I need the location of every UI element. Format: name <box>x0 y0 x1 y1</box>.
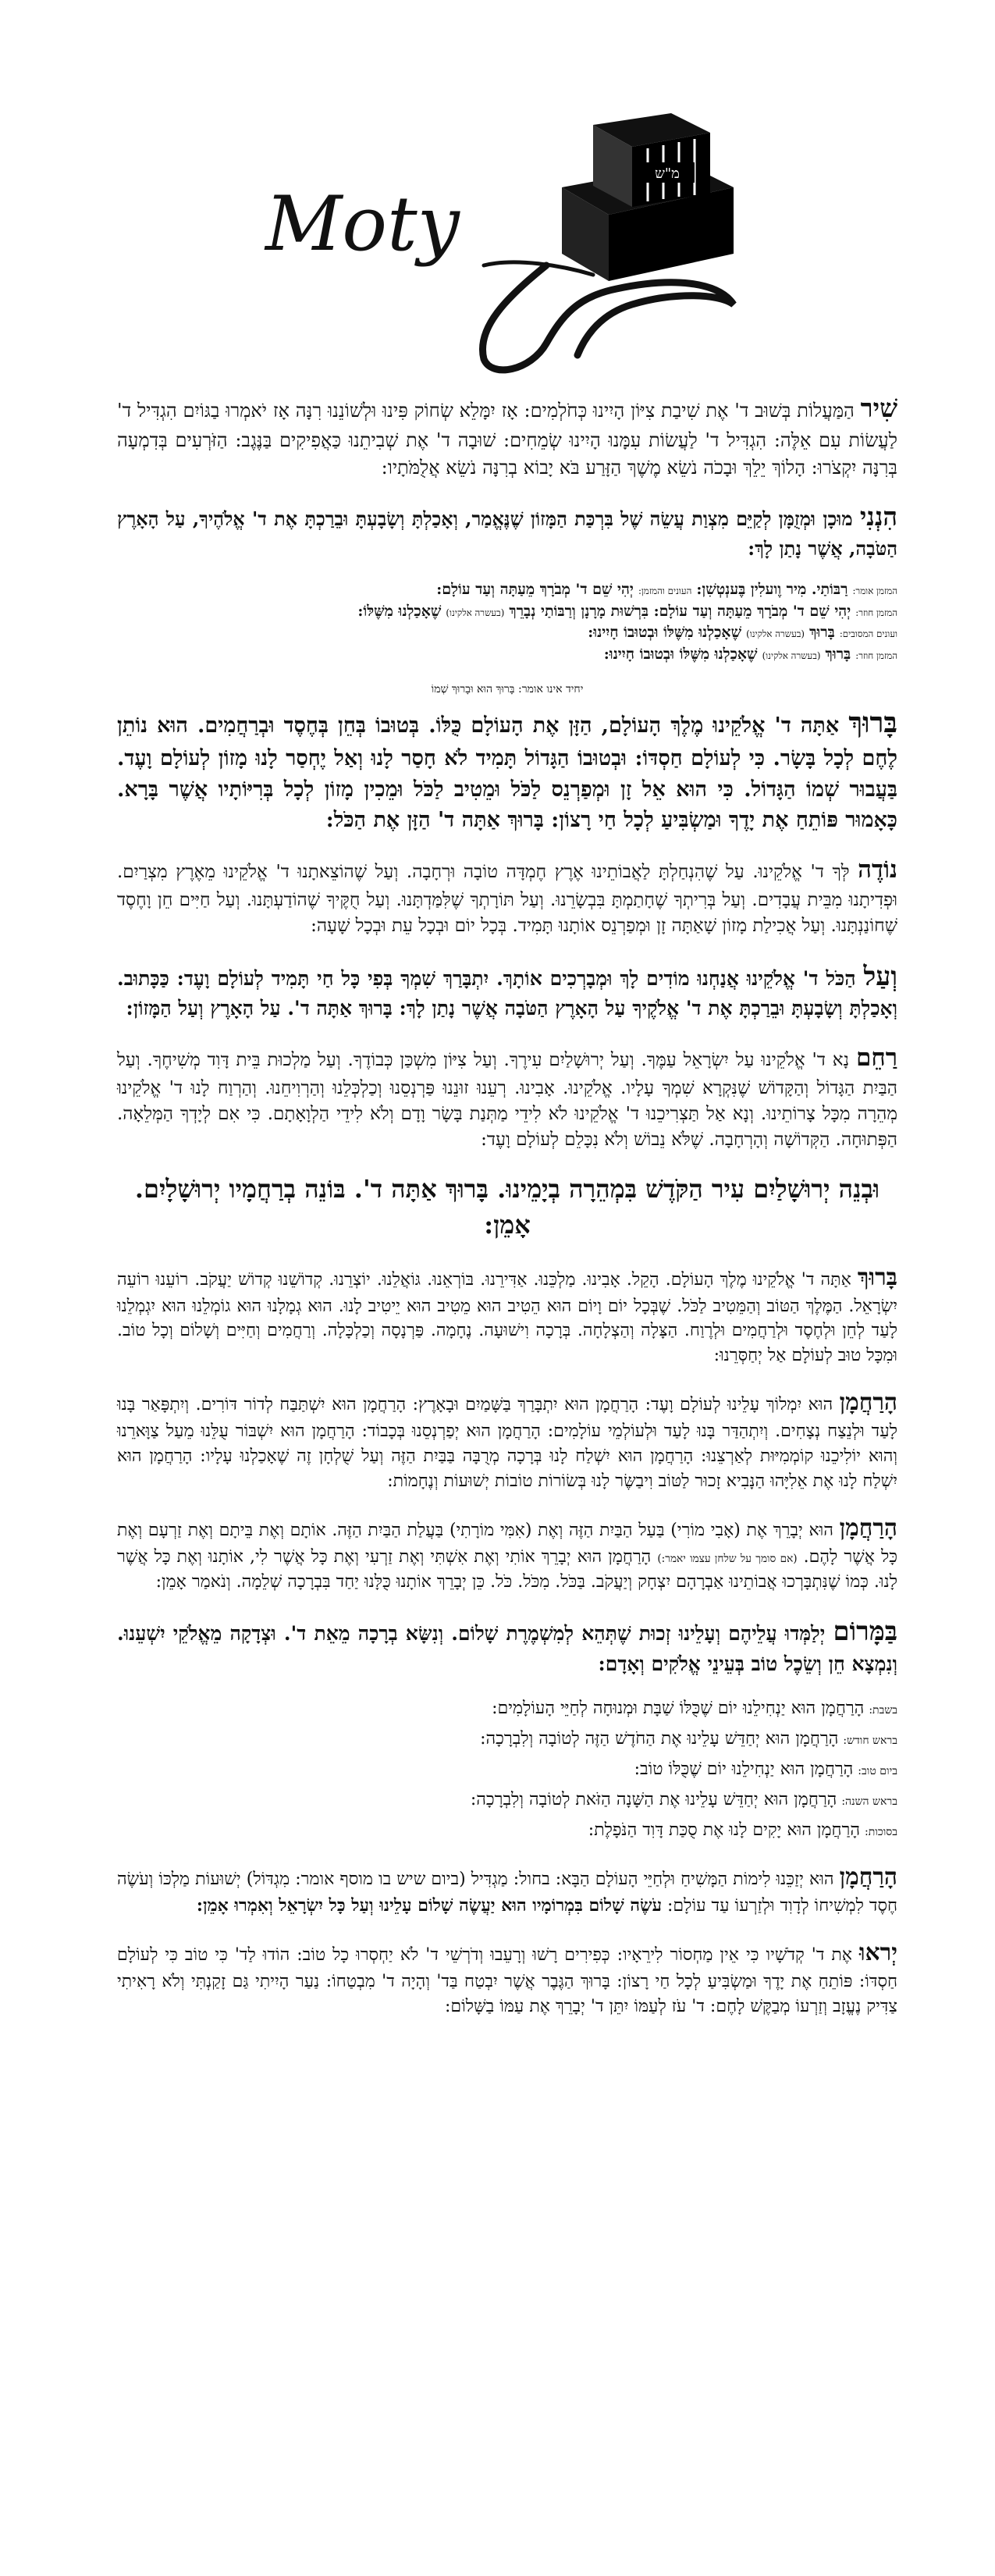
zimun-line-1 <box>117 579 897 601</box>
occasion-text: הָרַחֲמָן הוּא יַנְחִילֵנוּ יוֹם שֶׁכֻּלּוֹ שַׁבָּת וּמְנוּחָה לְחַיֵּי הָעוֹלָמִים: <box>492 1699 865 1719</box>
birkat-hazan <box>117 703 897 835</box>
hineni-lead: הִנְנִי <box>859 501 898 532</box>
zimun-text: בָּרוּךְ <box>809 624 835 642</box>
occasions-list <box>117 1695 897 1843</box>
veal-lead: וְעַל <box>863 959 897 991</box>
occasion-text: הָרַחֲמָן הוּא יְחַדֵּשׁ עָלֵינוּ אֶת הַשָּׁנָה הַזֹּאת לְטוֹבָה וְלִבְרָכָה: <box>470 1790 837 1810</box>
zimun-tag: (בעשרה אלקינו) <box>446 607 505 618</box>
baruch-hu-tag: יחיד אינו אומר: <box>518 682 584 696</box>
box-glyph: מ"ש <box>655 165 680 182</box>
harachaman-yemot <box>117 1860 897 1919</box>
zimun-tag: ועונים המסובים: <box>839 628 897 640</box>
zimun-text: שֶׁאָכַלְנוּ מִשֶּׁלּוֹ וּבְטוּבוֹ חָיִינוּ: <box>603 646 758 663</box>
zimun-text: שֶׁאָכַלְנוּ מִשֶּׁלּוֹ וּבְטוּבוֹ חָיִינוּ: <box>588 624 742 642</box>
logo <box>250 70 749 375</box>
nodeh-lead: נוֹדֶה <box>858 855 897 884</box>
zimun-line-4 <box>117 644 897 666</box>
shir-lead: שִׁיר <box>860 393 898 423</box>
zimun-tag: העונים והמזמן: <box>638 585 692 597</box>
zimun-text: רַבּוֹתַי. מִיר וֶועלִין בֶּענְטְשִׁן: <box>696 581 848 599</box>
harachaman2-body-b: הָרַחֲמָן הוּא יְבָרֵךְ אוֹתִי וְאֶת אִשְׁתִּי וְאֶת זַרְעִי וְאֶת כָּל אֲשֶׁר לִי, אוֹתָנוּ וְאֶת כָּל אֲשֶׁר לָנוּ. כְּמוֹ שֶׁנִּתְבָּרְכוּ אֲבוֹתֵינוּ אַבְרָהָם יִצְחָק וְיַעֲקֹב. בַּכֹּל. מִכֹּל. כֹּל. כֵּן יְבָרֵךְ אוֹתָנוּ כֻּלָּנוּ יַחַד בִּבְרָכָה שְׁלֵמָה. וְנֹאמַר אָמֵן: <box>117 1547 897 1592</box>
veal-hakol <box>117 957 897 1023</box>
zimun <box>117 579 897 665</box>
occasion-row <box>117 1817 897 1843</box>
yemot-body-a: הוּא יְזַכֵּנוּ לִימוֹת הַמָּשִׁיחַ וּלְחַיֵּי הָעוֹלָם הַבָּא: בחול: מַגְדִּיל (ביום שיש בו מוסף אומר: מִגְדּוֹל) יְשׁוּעוֹת מַלְכּוֹ וְעֹשֶׂה חֶסֶד לִמְשִׁיחוֹ לְדָוִד וּלְזַרְעוֹ עַד עוֹלָם: <box>117 1870 897 1916</box>
rachem-lead: רַחֵם <box>856 1043 897 1072</box>
ribbon-swirl-icon <box>482 265 734 370</box>
harachaman2-tag: (אם סומך על שלחן עצמו יאמר:) <box>657 1553 798 1566</box>
yemot-lead: הָרַחֲמָן <box>839 1863 897 1891</box>
hineni-body: מוּכָן וּמְזֻמָּן לְקַיֵּם מִצְוַת עֲשֵׂה שֶׁל בִּרְכַּת הַמָּזוֹן שֶׁנֶּאֱמַר, וְאָכַלְתָּ וְשָׂבָעְתָּ וּבֵרַכְתָּ אֶת ד' אֱלֹהֶיךָ, עַל הָאָרֶץ הַטֹּבָה, אֲשֶׁר נָתַן לָךְ: <box>117 507 897 560</box>
zimun-text: יְהִי שֵׁם ד' מְבֹרָךְ מֵעַתָּה וְעַד עוֹלָם: <box>436 581 634 599</box>
occasion-tag: בראש חודש: <box>843 1735 897 1748</box>
zimun-tag: (בעשרה אלקינו) <box>746 628 805 640</box>
zimun-text: שֶׁאָכַלְנוּ מִשֶּׁלּוֹ: <box>357 602 442 620</box>
zimun-line-2 <box>117 601 897 623</box>
yeru-lead: יְראוּ <box>858 1938 897 1966</box>
occasion-text: הָרַחֲמָן הוּא יְחַדֵּשׁ עָלֵינוּ אֶת הַחֹדֶשׁ הַזֶּה לְטוֹבָה וְלִבְרָכָה: <box>480 1729 839 1749</box>
bamarom <box>117 1612 897 1678</box>
baruch-hu-line <box>117 683 897 696</box>
yeru-body: אֶת ד' קְדֹשָׁיו כִּי אֵין מַחְסוֹר לִירֵאָיו: כְּפִירִים רָשׁוּ וְרָעֵבוּ וְדֹרְשֵׁי ד' לֹא יַחְסְרוּ כָל טוֹב: הוֹדוּ לַד' כִּי טוֹב כִּי לְעוֹלָם חַסְדּוֹ: פּוֹתֵחַ אֶת יָדֶךָ וּמַשְׂבִּיעַ לְכָל חַי רָצוֹן: בָּרוּךְ הַגֶּבֶר אֲשֶׁר יִבְטַח בַּד' וְהָיָה ד' מִבְטַחוֹ: נַעַר הָיִיתִי גַּם זָקַנְתִּי וְלֹא רָאִיתִי צַדִּיק נֶעֱזָב וְזַרְעוֹ מְבַקֶּשׁ לָחֶם: ד' עֹז לְעַמּוֹ יִתֵּן ד' יְבָרֵךְ אֶת עַמּוֹ בַשָּׁלוֹם: <box>117 1944 897 2016</box>
occasion-row <box>117 1726 897 1752</box>
hineni <box>117 499 897 563</box>
baruch-hu-text: בָּרוּךְ הוּא וּבָרוּךְ שְׁמוֹ <box>431 682 515 696</box>
hatov-vehametiv <box>117 1261 897 1369</box>
harachaman-1 <box>117 1386 897 1494</box>
yeru <box>117 1936 897 2019</box>
zimun-line-3 <box>117 622 897 644</box>
occasion-tag: בשבת: <box>869 1704 897 1717</box>
harachaman2-body-a: הוּא יְבָרֵךְ אֶת (אָבִי מוֹרִי) בַּעַל הַבַּיִת הַזֶּה וְאֶת (אִמִּי מוֹרָתִי) בַּעֲלַת הַבַּיִת הַזֶּה. אוֹתָם וְאֶת בֵּיתָם וְאֶת זַרְעָם וְאֶת כָּל אֲשֶׁר לָהֶם. <box>117 1521 897 1567</box>
zimun-tag: המזמן חוזר: <box>855 607 897 618</box>
occasion-row <box>117 1695 897 1721</box>
occasion-text: הָרַחֲמָן הוּא יַנְחִילֵנוּ יוֹם שֶׁכֻּלּוֹ טוֹב: <box>634 1759 854 1780</box>
yemot-body-b: עֹשֶׂה שָׁלוֹם בִּמְרוֹמָיו הוּא יַעֲשֶׂה שָׁלוֹם עָלֵינוּ וְעַל כָּל יִשְׂרָאֵל וְאִמְרוּ אָמֵן: <box>196 1895 663 1916</box>
harachaman-2 <box>117 1511 897 1595</box>
nodeh-body: לְּךָ ד' אֱלֹקֵינוּ. עַל שֶׁהִנְחַלְתָּ לַאֲבוֹתֵינוּ אֶרֶץ חֶמְדָּה טוֹבָה וּרְחָבָה. וְעַל שֶׁהוֹצֵאתָנוּ ד' אֱלֹקֵינוּ מֵאֶרֶץ מִצְרַיִם. וּפְדִיתָנוּ מִבֵּית עֲבָדִים. וְעַל בְּרִיתְךָ שֶׁחָתַמְתָּ בִּבְשָׂרֵנוּ. וְעַל תּוֹרָתְךָ שֶׁלִּמַּדְתָּנוּ. וְעַל חֻקֶּיךָ שֶׁהוֹדַעְתָּנוּ. וְעַל חַיִּים חֵן וָחֶסֶד שֶׁחוֹנַנְתָּנוּ. וְעַל אֲכִילַת מָזוֹן שָׁאַתָּה זָן וּמְפַרְנֵס אוֹתָנוּ תָּמִיד. בְּכָל יוֹם וּבְכָל עֵת וּבְכָל שָׁעָה: <box>117 861 897 937</box>
occasion-row <box>117 1787 897 1813</box>
zimun-tag: המזמן אומר: <box>852 585 897 597</box>
bamarom-body: יְלַמְּדוּ עֲלֵיהֶם וְעָלֵינוּ זְכוּת שֶׁתְּהֵא לְמִשְׁמֶרֶת שָׁלוֹם. וְנִשָּׂא בְרָכָה מֵאֵת ד'. וּצְדָקָה מֵאֱלֹקֵי יִשְׁעֵנוּ. וְנִמְצָא חֵן וְשֵׂכֶל טוֹב בְּעֵינֵי אֱלֹקִים וְאָדָם: <box>117 1621 897 1675</box>
shir-body: הַמַּעֲלוֹת בְּשׁוּב ד' אֶת שִׁיבַת צִיּוֹן הָיִינוּ כְּחֹלְמִים: אָז יִמָּלֵא שְׂחוֹק פִּינוּ וּלְשׁוֹנֵנוּ רִנָּה אָז יֹאמְרוּ בַגּוֹיִם הִגְדִּיל ד' לַעֲשׂוֹת עִם אֵלֶּה: הִגְדִּיל ד' לַעֲשׂוֹת עִמָּנוּ הָיִינוּ שְׂמֵחִים: שׁוּבָה ד' אֶת שְׁבִיתֵנוּ כַּאֲפִיקִים בַּנֶּגֶב: הַזֹּרְעִים בְּדִמְעָה בְּרִנָּה יִקְצֹרוּ: הָלוֹךְ יֵלֵךְ וּבָכֹה נֹשֵׂא מֶשֶׁךְ הַזָּרַע בֹּא יָבוֹא בְרִנָּה נֹשֵׂא אֲלֻמֹּתָיו: <box>117 400 897 479</box>
hatov-body: אַתָּה ד' אֱלֹקֵינוּ מֶלֶךְ הָעוֹלָם. הָקֵל. אָבִינוּ. מַלְכֵּנוּ. אַדִּירֵנוּ. בּוֹרְאֵנוּ. גּוֹאֲלֵנוּ. יוֹצְרֵנוּ. קְדוֹשֵׁנוּ קְדוֹשׁ יַעֲקֹב. רוֹעֵנוּ רוֹעֵה יִשְׂרָאֵל. הַמֶּלֶךְ הַטּוֹב וְהַמֵּטִיב לַכֹּל. שֶׁבְּכָל יוֹם וָיוֹם הוּא הֵטִיב הוּא מֵטִיב הוּא יֵיטִיב לָנוּ. הוּא גְמָלָנוּ הוּא גוֹמְלֵנוּ הוּא יִגְמְלֵנוּ לָעַד לְחֵן וּלְחֶסֶד וּלְרַחֲמִים וּלְרֶוַח. הַצָּלָה וְהַצְלָחָה. בְּרָכָה וִישׁוּעָה. נֶחָמָה. פַּרְנָסָה וְכַלְכָּלָה. וְרַחֲמִים וְחַיִּים וְשָׁלוֹם וְכָל טוֹב. וּמִכָּל טוּב לְעוֹלָם אַל יְחַסְּרֵנוּ: <box>117 1269 897 1366</box>
bamarom-lead: בַּמָּרוֹם <box>833 1614 897 1646</box>
shir-hamaalot <box>117 390 897 482</box>
uvneh-yerushalayim: וּבְנֵה יְרוּשָׁלַיִם עִיר הַקֹּדֶשׁ בִּמְהֵרָה בְיָמֵינוּ. בָּרוּךְ אַתָּה ד'. בּוֹנֵה בְרַחֲמָיו יְרוּשָׁלָיִם. אָמֵן: <box>134 1173 880 1240</box>
hatov-lead: בָּרוּךְ <box>857 1263 897 1291</box>
zimun-tag: (בעשרה אלקינו) <box>762 650 821 661</box>
wordmark: Moty <box>265 180 460 268</box>
rachem-body: נָא ד' אֱלֹקֵינוּ עַל יִשְׂרָאֵל עַמֶּךָ. וְעַל יְרוּשָׁלַיִם עִירֶךָ. וְעַל צִיּוֹן מִשְׁכַּן כְּבוֹדֶךָ. וְעַל מַלְכוּת בֵּית דָּוִד מְשִׁיחֶךָ. וְעַל הַבַּיִת הַגָּדוֹל וְהַקָּדוֹשׁ שֶׁנִּקְרָא שִׁמְךָ עָלָיו. אֱלֹקֵינוּ. אָבִינוּ. רְעֵנוּ זוּנֵנוּ פַּרְנְסֵנוּ וְכַלְכְּלֵנוּ וְהַרְוִיחֵנוּ. וְהַרְוַח לָנוּ ד' אֱלֹקֵינוּ מְהֵרָה מִכָּל צָרוֹתֵינוּ. וְנָא אַל תַּצְרִיכֵנוּ ד' אֱלֹקֵינוּ לֹא לִידֵי מַתְּנַת בָּשָׂר וָדָם וְלֹא לִידֵי הַלְוָאָתָם. כִּי אִם לְיָדְךָ הַמְּלֵאָה. הַפְּתוּחָה. הַקְּדוֹשָׁה וְהָרְחָבָה. שֶׁלֹּא נֵבוֹשׁ וְלֹא נִכָּלֵם לְעוֹלָם וָעֶד: <box>117 1049 897 1151</box>
harachaman1-lead: הָרַחֲמָן <box>839 1389 897 1417</box>
zimun-text: בָּרוּךְ <box>825 646 851 663</box>
occasion-text: הָרַחֲמָן הוּא יָקִים לָנוּ אֶת סֻכַּת דָּוִד הַנֹּפָלֶת: <box>588 1820 861 1841</box>
harachaman2-lead: הָרַחֲמָן <box>839 1514 897 1542</box>
occasion-tag: בסוכות: <box>865 1826 897 1839</box>
nodeh <box>117 852 897 940</box>
veal-body: הַכֹּל ד' אֱלֹקֵינוּ אֲנַחְנוּ מוֹדִים לָךְ וּמְבָרְכִים אוֹתָךְ. יִתְבָּרַךְ שִׁמְךָ בְּפִי כָּל חַי תָּמִיד לְעוֹלָם וָעֶד: כַּכָּתוּב. וְאָכַלְתָּ וְשָׂבָעְתָּ וּבֵרַכְתָּ אֶת ד' אֱלֹקֶיךָ עַל הָאָרֶץ הַטֹּבָה אֲשֶׁר נָתַן לָךְ: בָּרוּךְ אַתָּה ד'. עַל הָאָרֶץ וְעַל הַמָּזוֹן: <box>117 966 897 1020</box>
tefillin-box-icon <box>562 113 734 281</box>
occasion-row <box>117 1756 897 1782</box>
occasion-tag: ביום טוב: <box>858 1765 897 1778</box>
hazan-body: אַתָּה ד' אֱלֹקֵינוּ מֶלֶךְ הָעוֹלָם, הַזָּן אֶת הָעוֹלָם כֻּלּוֹ. בְּטוּבוֹ בְּחֵן בְּחֶסֶד וּבְרַחֲמִים. הוּא נוֹתֵן לֶחֶם לְכָל בָּשָׂר. כִּי לְעוֹלָם חַסְדּוֹ: וּבְטוּבוֹ הַגָּדוֹל תָּמִיד לֹא חָסַר לָנוּ וְאַל יֶחְסַר לָנוּ מָזוֹן לְעוֹלָם וָעֶד. בַּעֲבוּר שְׁמוֹ הַגָּדוֹל. כִּי הוּא אֵל זָן וּמְפַרְנֵס לַכֹּל וּמֵטִיב לַכֹּל וּמֵכִין מָזוֹן לְכָל בְּרִיּוֹתָיו אֲשֶׁר בָּרָא. כָּאָמוּר פּוֹתֵחַ אֶת יָדֶךָ וּמַשְׂבִּיעַ לְכָל חַי רָצוֹן: בָּרוּךְ אַתָּה ד' הַזָּן אֶת הַכֹּל: <box>117 713 897 832</box>
occasion-tag: בראש השנה: <box>841 1795 897 1809</box>
bentching-text <box>117 390 897 2560</box>
hazan-lead: בָּרוּךְ <box>848 705 897 739</box>
rachem <box>117 1041 897 1154</box>
harachaman1-body: הוּא יִמְלוֹךְ עָלֵינוּ לְעוֹלָם וָעֶד: הָרַחֲמָן הוּא יִתְבָּרַךְ בַּשָּׁמַיִם וּבָאָרֶץ: הָרַחֲמָן הוּא יִשְׁתַּבַּח לְדוֹר דּוֹרִים. וְיִתְפָּאַר בָּנוּ לָעַד וּלְנֵצַח נְצָחִים. וְיִתְהַדַּר בָּנוּ לָעַד וּלְעוֹלְמֵי עוֹלָמִים: הָרַחֲמָן הוּא יְפַרְנְסֵנוּ בְּכָבוֹד: הָרַחֲמָן הוּא יִשְׁבּוֹר עֻלֵּנוּ מֵעַל צַוָּארֵנוּ וְהוּא יוֹלִיכֵנוּ קוֹמְמִיּוּת לְאַרְצֵנוּ: הָרַחֲמָן הוּא יִשְׁלַח לָנוּ בְּרָכָה מְרֻבָּה בַּבַּיִת הַזֶּה וְעַל שֻׁלְחָן זֶה שֶׁאָכַלְנוּ עָלָיו: הָרַחֲמָן הוּא יִשְׁלַח לָנוּ אֶת אֵלִיָּהוּ הַנָּבִיא זָכוּר לַטּוֹב וִיבַשֶּׂר לָנוּ בְּשׂוֹרוֹת טוֹבוֹת יְשׁוּעוֹת וְנֶחָמוֹת: <box>117 1395 897 1492</box>
zimun-text: יְהִי שֵׁם ד' מְבֹרָךְ מֵעַתָּה וְעַד עוֹלָם: בִּרְשׁוּת מָרָנָן וְרַבּוֹתַי נְבָרֵךְ <box>509 602 851 620</box>
zimun-tag: המזמן חוזר: <box>855 650 897 661</box>
